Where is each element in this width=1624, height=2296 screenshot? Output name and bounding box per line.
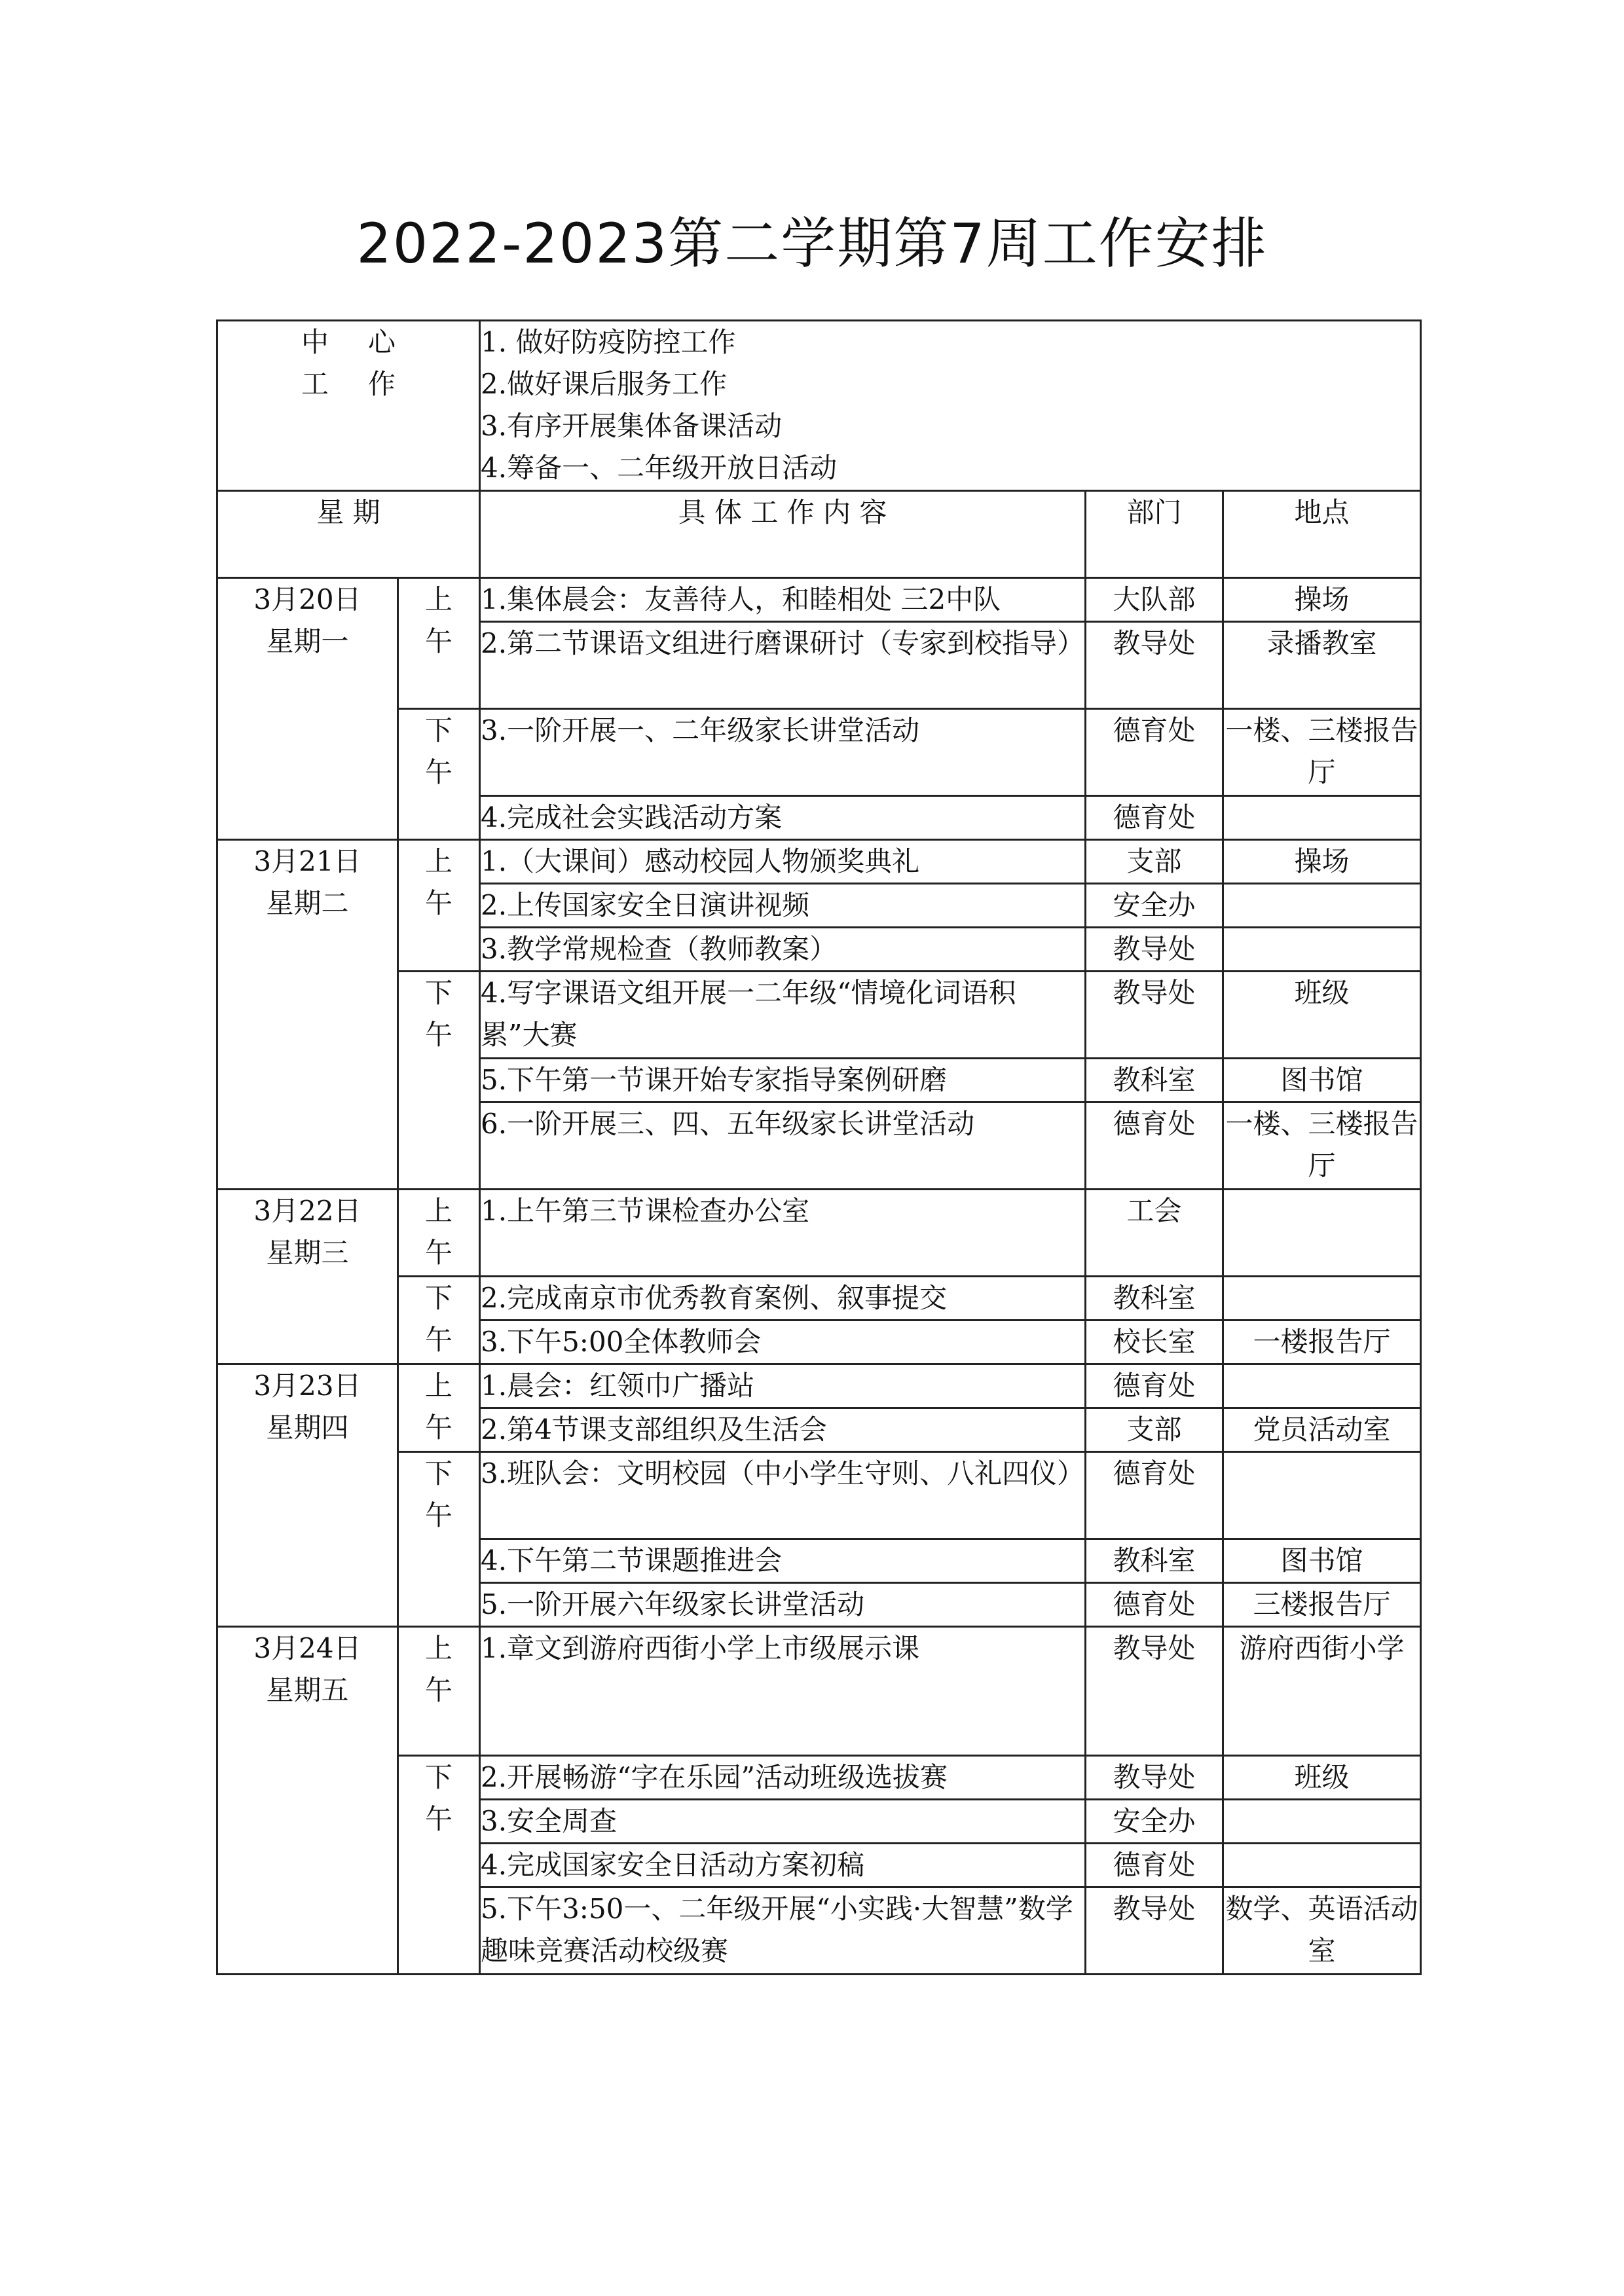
task-content: 2.上传国家安全日演讲视频 <box>480 884 1086 928</box>
task-content: 5.下午第一节课开始专家指导案例研磨 <box>480 1059 1086 1102</box>
half-day-char: 上 <box>425 1370 453 1402</box>
task-content: 2.第4节课支部组织及生活会 <box>480 1408 1086 1452</box>
task-location <box>1223 1190 1421 1277</box>
task-location: 一楼、三楼报告厅 <box>1223 1102 1421 1190</box>
afternoon-label <box>398 1756 480 1975</box>
task-department: 校长室 <box>1086 1321 1223 1364</box>
morning-label <box>398 1190 480 1277</box>
task-content: 6.一阶开展三、四、五年级家长讲堂活动 <box>480 1102 1086 1190</box>
half-day-char: 上 <box>425 845 453 877</box>
task-department: 德育处 <box>1086 1102 1223 1190</box>
task-location: 操场 <box>1223 578 1421 622</box>
day-weekday: 星期三 <box>266 1237 349 1269</box>
half-day-char: 下 <box>425 1457 453 1489</box>
header-day: 星 期 <box>217 491 480 578</box>
task-content: 1.晨会：红领巾广播站 <box>480 1364 1086 1408</box>
task-location <box>1223 884 1421 928</box>
afternoon-label <box>398 1452 480 1627</box>
task-location: 一楼报告厅 <box>1223 1321 1421 1364</box>
half-day-char: 午 <box>425 756 453 788</box>
task-location: 班级 <box>1223 972 1421 1059</box>
task-department: 教科室 <box>1086 1539 1223 1583</box>
half-day-char: 午 <box>425 1499 453 1531</box>
day-date: 3月22日 <box>253 1195 361 1227</box>
task-content: 3.一阶开展一、二年级家长讲堂活动 <box>480 709 1086 796</box>
task-row <box>217 1452 1421 1539</box>
half-day-char: 午 <box>425 1674 453 1706</box>
center-work-items <box>480 321 1421 491</box>
half-day-char: 上 <box>425 1195 453 1227</box>
day-weekday: 星期四 <box>266 1412 349 1444</box>
task-department: 安全办 <box>1086 1800 1223 1844</box>
task-department: 德育处 <box>1086 1583 1223 1627</box>
header-dept: 部门 <box>1086 491 1223 578</box>
header-content: 具 体 工 作 内 容 <box>480 491 1086 578</box>
task-row <box>217 709 1421 796</box>
task-location: 一楼、三楼报告厅 <box>1223 709 1421 796</box>
task-location <box>1223 796 1421 840</box>
half-day-char: 下 <box>425 977 453 1009</box>
task-row <box>217 972 1421 1059</box>
task-content: 3.安全周查 <box>480 1800 1086 1844</box>
task-department: 德育处 <box>1086 796 1223 840</box>
task-location <box>1223 928 1421 972</box>
task-row <box>217 840 1421 884</box>
schedule-table <box>216 319 1422 1975</box>
day-cell <box>217 840 398 1190</box>
task-content: 1.上午第三节课检查办公室 <box>480 1190 1086 1277</box>
task-content: 3.教学常规检查（教师教案） <box>480 928 1086 972</box>
morning-label <box>398 578 480 709</box>
task-content: 3.下午5:00全体教师会 <box>480 1321 1086 1364</box>
task-location: 图书馆 <box>1223 1059 1421 1102</box>
day-weekday: 星期二 <box>266 887 349 919</box>
half-day-char: 午 <box>425 1019 453 1051</box>
task-content: 2.完成南京市优秀教育案例、叙事提交 <box>480 1277 1086 1321</box>
morning-label <box>398 840 480 972</box>
half-day-char: 午 <box>425 1237 453 1269</box>
header-row <box>217 491 1421 578</box>
task-row <box>217 1756 1421 1800</box>
task-location <box>1223 1844 1421 1887</box>
half-day-char: 午 <box>425 625 453 657</box>
day-date: 3月21日 <box>253 845 361 877</box>
task-content: 2.第二节课语文组进行磨课研讨（专家到校指导） <box>480 622 1086 709</box>
task-location: 三楼报告厅 <box>1223 1583 1421 1627</box>
center-work-label-line2: 工作 <box>301 368 435 400</box>
task-location: 党员活动室 <box>1223 1408 1421 1452</box>
half-day-char: 上 <box>425 1632 453 1664</box>
task-department: 教导处 <box>1086 1627 1223 1756</box>
task-department: 教导处 <box>1086 928 1223 972</box>
task-department: 安全办 <box>1086 884 1223 928</box>
task-location <box>1223 1452 1421 1539</box>
half-day-char: 下 <box>425 1761 453 1793</box>
task-department: 教科室 <box>1086 1277 1223 1321</box>
task-location <box>1223 1277 1421 1321</box>
day-cell <box>217 1190 398 1364</box>
half-day-char: 上 <box>425 583 453 615</box>
center-work-label <box>217 321 480 491</box>
task-row <box>217 1364 1421 1408</box>
day-date: 3月20日 <box>253 583 361 615</box>
task-row <box>217 1190 1421 1277</box>
center-work-row <box>217 321 1421 491</box>
header-location: 地点 <box>1223 491 1421 578</box>
day-weekday: 星期一 <box>266 625 349 657</box>
task-content: 1.（大课间）感动校园人物颁奖典礼 <box>480 840 1086 884</box>
task-department: 教导处 <box>1086 1887 1223 1975</box>
day-date: 3月23日 <box>253 1370 361 1402</box>
half-day-char: 午 <box>425 887 453 919</box>
task-content: 4.下午第二节课题推进会 <box>480 1539 1086 1583</box>
task-content: 4.完成国家安全日活动方案初稿 <box>480 1844 1086 1887</box>
task-content: 1.章文到游府西街小学上市级展示课 <box>480 1627 1086 1756</box>
task-content: 4.写字课语文组开展一二年级“情境化词语积累”大赛 <box>480 972 1086 1059</box>
task-row <box>217 578 1421 622</box>
task-department: 教导处 <box>1086 622 1223 709</box>
task-row <box>217 1627 1421 1756</box>
task-content: 3.班队会：文明校园（中小学生守则、八礼四仪） <box>480 1452 1086 1539</box>
half-day-char: 午 <box>425 1412 453 1444</box>
task-content: 5.一阶开展六年级家长讲堂活动 <box>480 1583 1086 1627</box>
day-cell <box>217 1627 398 1975</box>
afternoon-label <box>398 709 480 840</box>
half-day-char: 下 <box>425 714 453 746</box>
task-location <box>1223 1800 1421 1844</box>
task-row <box>217 1277 1421 1321</box>
center-work-item: 1. 做好防疫防控工作 <box>481 326 736 358</box>
task-department: 支部 <box>1086 1408 1223 1452</box>
task-department: 工会 <box>1086 1190 1223 1277</box>
task-location: 数学、英语活动室 <box>1223 1887 1421 1975</box>
task-content: 1.集体晨会：友善待人，和睦相处 三2中队 <box>480 578 1086 622</box>
task-content: 4.完成社会实践活动方案 <box>480 796 1086 840</box>
afternoon-label <box>398 1277 480 1364</box>
day-date: 3月24日 <box>253 1632 361 1664</box>
task-department: 教导处 <box>1086 1756 1223 1800</box>
task-location <box>1223 1364 1421 1408</box>
task-content: 5.下午3:50一、二年级开展“小实践·大智慧”数学趣味竞赛活动校级赛 <box>480 1887 1086 1975</box>
morning-label <box>398 1364 480 1452</box>
task-department: 德育处 <box>1086 1452 1223 1539</box>
center-work-label-line1: 中心 <box>301 326 435 358</box>
task-location: 游府西街小学 <box>1223 1627 1421 1756</box>
half-day-char: 下 <box>425 1282 453 1314</box>
half-day-char: 午 <box>425 1803 453 1835</box>
page-title: 2022-2023第二学期第7周工作安排 <box>356 211 1268 276</box>
task-location: 录播教室 <box>1223 622 1421 709</box>
task-department: 支部 <box>1086 840 1223 884</box>
center-work-item: 3.有序开展集体备课活动 <box>481 410 783 442</box>
task-location: 班级 <box>1223 1756 1421 1800</box>
task-department: 大队部 <box>1086 578 1223 622</box>
morning-label <box>398 1627 480 1756</box>
task-department: 德育处 <box>1086 709 1223 796</box>
task-department: 德育处 <box>1086 1844 1223 1887</box>
task-department: 教科室 <box>1086 1059 1223 1102</box>
half-day-char: 午 <box>425 1324 453 1356</box>
day-weekday: 星期五 <box>266 1674 349 1706</box>
center-work-item: 2.做好课后服务工作 <box>481 368 728 400</box>
center-work-item: 4.筹备一、二年级开放日活动 <box>481 452 838 484</box>
task-department: 德育处 <box>1086 1364 1223 1408</box>
day-rows <box>217 578 1421 1975</box>
task-department: 教导处 <box>1086 972 1223 1059</box>
task-location: 操场 <box>1223 840 1421 884</box>
task-content: 2.开展畅游“字在乐园”活动班级选拔赛 <box>480 1756 1086 1800</box>
task-location: 图书馆 <box>1223 1539 1421 1583</box>
afternoon-label <box>398 972 480 1190</box>
day-cell <box>217 1364 398 1627</box>
day-cell <box>217 578 398 840</box>
